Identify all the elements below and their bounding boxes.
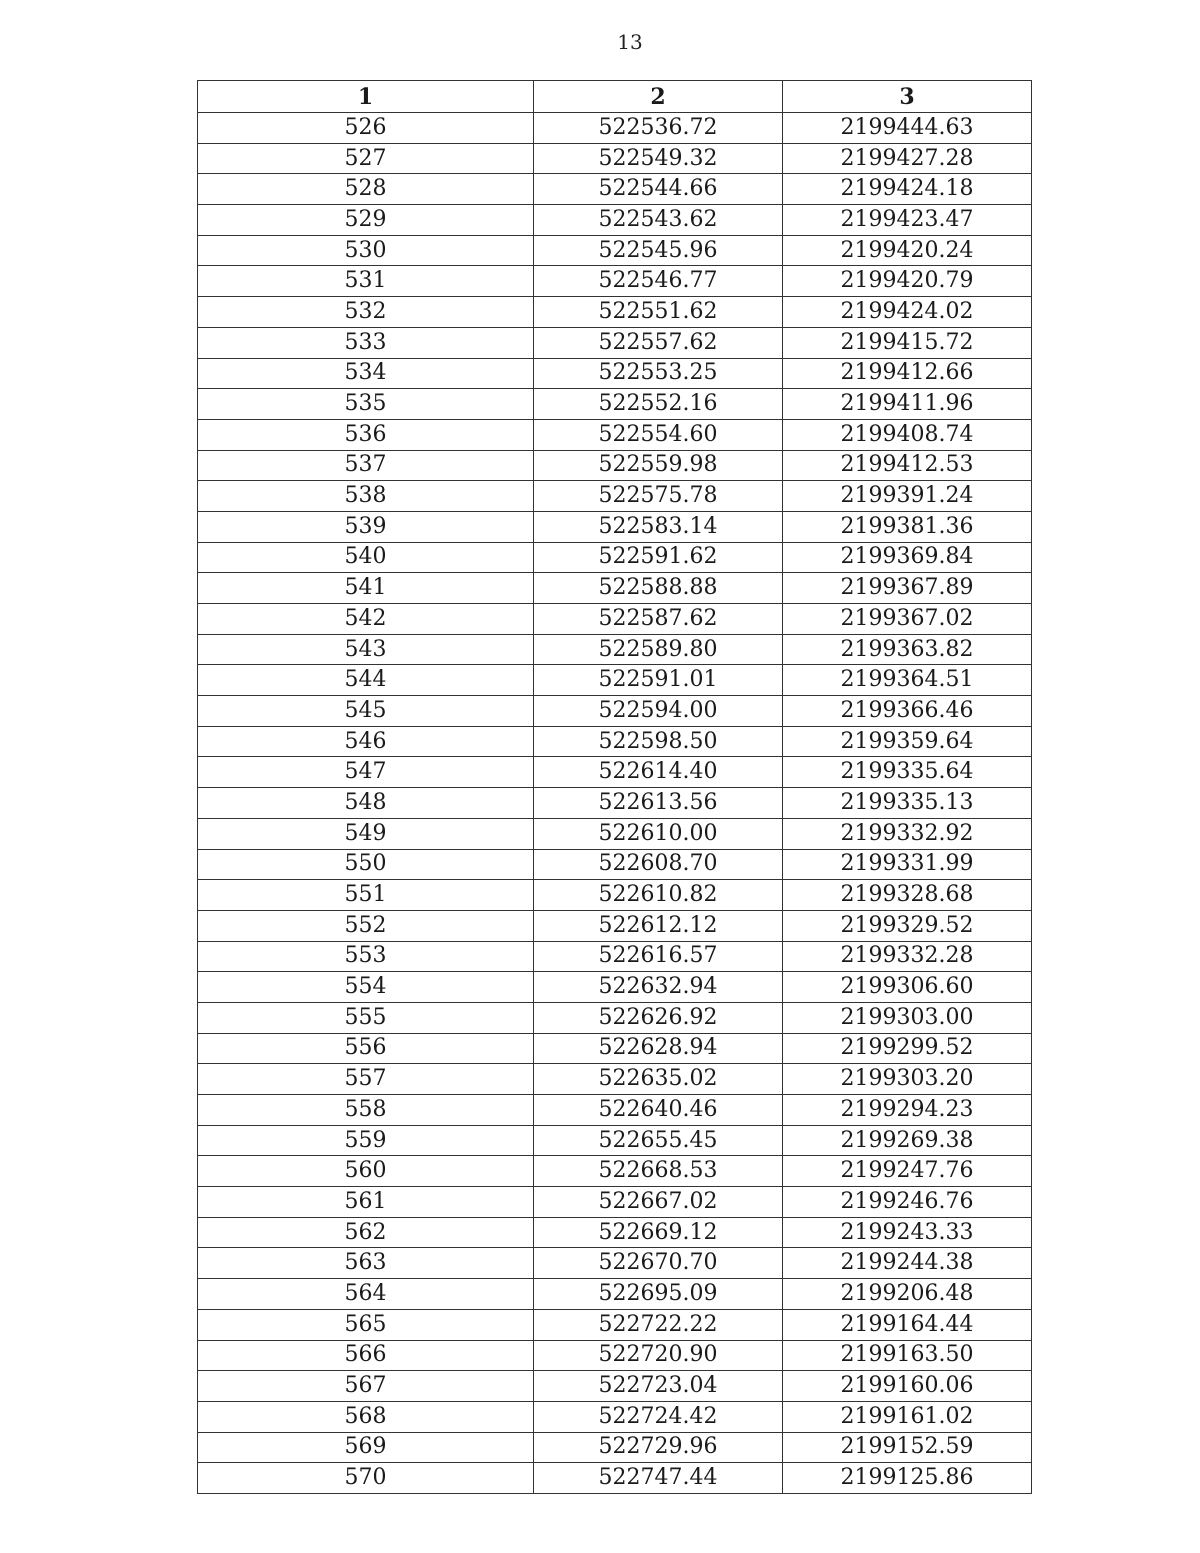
table-cell-col-3: 2199335.64 [783,757,1032,788]
table-cell-col-1: 547 [198,757,534,788]
table-cell-col-1: 530 [198,235,534,266]
table-row [198,113,1032,144]
table-cell-col-1: 557 [198,1064,534,1095]
table-cell-col-2: 522613.56 [534,788,783,819]
table-cell-col-1: 529 [198,205,534,236]
table-cell-col-3: 2199412.66 [783,358,1032,389]
table-cell-col-3: 2199306.60 [783,972,1032,1003]
table-row [198,297,1032,328]
table-row [198,573,1032,604]
table-row [198,1248,1032,1279]
table-cell-col-3: 2199332.28 [783,941,1032,972]
table-cell-col-1: 532 [198,297,534,328]
table-cell-col-2: 522720.90 [534,1340,783,1371]
table-row [198,358,1032,389]
table-row [198,604,1032,635]
table-cell-col-2: 522594.00 [534,696,783,727]
table-row [198,972,1032,1003]
table-cell-col-3: 2199206.48 [783,1279,1032,1310]
table-cell-col-2: 522557.62 [534,327,783,358]
table-row [198,1371,1032,1402]
table-cell-col-2: 522583.14 [534,511,783,542]
table-cell-col-2: 522559.98 [534,450,783,481]
table-cell-col-2: 522640.46 [534,1095,783,1126]
table-row [198,1340,1032,1371]
table-cell-col-3: 2199247.76 [783,1156,1032,1187]
coordinates-table [197,80,1032,1494]
table-cell-col-3: 2199411.96 [783,389,1032,420]
table-cell-col-3: 2199152.59 [783,1432,1032,1463]
table-cell-col-3: 2199420.24 [783,235,1032,266]
table-cell-col-1: 565 [198,1309,534,1340]
table-row [198,1095,1032,1126]
table-cell-col-3: 2199335.13 [783,788,1032,819]
table-cell-col-3: 2199331.99 [783,849,1032,880]
table-cell-col-1: 541 [198,573,534,604]
column-header-2: 2 [534,81,783,113]
table-cell-col-1: 531 [198,266,534,297]
table-cell-col-2: 522591.62 [534,542,783,573]
table-cell-col-2: 522667.02 [534,1187,783,1218]
table-cell-col-2: 522723.04 [534,1371,783,1402]
table-cell-col-1: 527 [198,143,534,174]
table-cell-col-2: 522632.94 [534,972,783,1003]
table-cell-col-3: 2199244.38 [783,1248,1032,1279]
table-cell-col-1: 550 [198,849,534,880]
table-cell-col-3: 2199367.89 [783,573,1032,604]
table-cell-col-3: 2199163.50 [783,1340,1032,1371]
table-cell-col-1: 543 [198,634,534,665]
table-cell-col-2: 522614.40 [534,757,783,788]
table-cell-col-1: 569 [198,1432,534,1463]
table-row [198,450,1032,481]
table-cell-col-1: 558 [198,1095,534,1126]
table-cell-col-2: 522587.62 [534,604,783,635]
table-row [198,941,1032,972]
table-cell-col-2: 522549.32 [534,143,783,174]
table-cell-col-2: 522554.60 [534,419,783,450]
table-cell-col-3: 2199243.33 [783,1217,1032,1248]
table-cell-col-1: 561 [198,1187,534,1218]
table-cell-col-2: 522536.72 [534,113,783,144]
table-row [198,1432,1032,1463]
table-cell-col-2: 522545.96 [534,235,783,266]
table-cell-col-1: 548 [198,788,534,819]
table-cell-col-1: 539 [198,511,534,542]
table-row [198,143,1032,174]
table-row [198,205,1032,236]
table-cell-col-2: 522591.01 [534,665,783,696]
table-row [198,880,1032,911]
table-cell-col-2: 522668.53 [534,1156,783,1187]
table-cell-col-1: 570 [198,1463,534,1494]
table-cell-col-2: 522553.25 [534,358,783,389]
table-cell-col-2: 522626.92 [534,1002,783,1033]
table-cell-col-1: 567 [198,1371,534,1402]
table-row [198,1187,1032,1218]
table-row [198,327,1032,358]
table-cell-col-1: 542 [198,604,534,635]
table-cell-col-3: 2199408.74 [783,419,1032,450]
table-cell-col-1: 563 [198,1248,534,1279]
table-cell-col-3: 2199415.72 [783,327,1032,358]
table-cell-col-2: 522610.00 [534,818,783,849]
table-cell-col-3: 2199246.76 [783,1187,1032,1218]
table-cell-col-1: 562 [198,1217,534,1248]
table-row [198,757,1032,788]
table-cell-col-1: 540 [198,542,534,573]
table-row [198,419,1032,450]
table-cell-col-1: 552 [198,910,534,941]
table-cell-col-2: 522729.96 [534,1432,783,1463]
table-cell-col-2: 522616.57 [534,941,783,972]
table-cell-col-2: 522747.44 [534,1463,783,1494]
table-cell-col-3: 2199427.28 [783,143,1032,174]
table-cell-col-3: 2199164.44 [783,1309,1032,1340]
table-cell-col-2: 522608.70 [534,849,783,880]
table-cell-col-1: 537 [198,450,534,481]
table-cell-col-2: 522544.66 [534,174,783,205]
table-row [198,235,1032,266]
table-cell-col-3: 2199303.00 [783,1002,1032,1033]
table-cell-col-1: 533 [198,327,534,358]
table-cell-col-3: 2199366.46 [783,696,1032,727]
table-body [198,113,1032,1494]
column-header-1: 1 [198,81,534,113]
table-cell-col-1: 551 [198,880,534,911]
table-cell-col-3: 2199381.36 [783,511,1032,542]
table-cell-col-1: 554 [198,972,534,1003]
table-cell-col-1: 544 [198,665,534,696]
table-header [198,81,1032,113]
table-cell-col-2: 522670.70 [534,1248,783,1279]
table-cell-col-3: 2199269.38 [783,1125,1032,1156]
table-cell-col-1: 555 [198,1002,534,1033]
table-cell-col-2: 522610.82 [534,880,783,911]
table-cell-col-1: 560 [198,1156,534,1187]
table-row [198,1156,1032,1187]
table-row [198,696,1032,727]
table-cell-col-3: 2199364.51 [783,665,1032,696]
table-cell-col-3: 2199161.02 [783,1401,1032,1432]
table-cell-col-1: 528 [198,174,534,205]
table-cell-col-3: 2199412.53 [783,450,1032,481]
table-cell-col-1: 526 [198,113,534,144]
table-cell-col-3: 2199423.47 [783,205,1032,236]
table-cell-col-3: 2199424.02 [783,297,1032,328]
table-row [198,481,1032,512]
table-cell-col-2: 522552.16 [534,389,783,420]
table-cell-col-1: 566 [198,1340,534,1371]
table-cell-col-3: 2199367.02 [783,604,1032,635]
table-cell-col-3: 2199363.82 [783,634,1032,665]
table-row [198,1279,1032,1310]
table-row [198,849,1032,880]
page-number: 13 [617,30,643,54]
table-cell-col-2: 522635.02 [534,1064,783,1095]
table-cell-col-1: 553 [198,941,534,972]
table-row [198,1125,1032,1156]
table-row [198,174,1032,205]
table-cell-col-2: 522669.12 [534,1217,783,1248]
table-cell-col-2: 522628.94 [534,1033,783,1064]
table-row [198,542,1032,573]
table-row [198,665,1032,696]
table-cell-col-1: 568 [198,1401,534,1432]
table-cell-col-3: 2199160.06 [783,1371,1032,1402]
table-row [198,1463,1032,1494]
table-cell-col-3: 2199299.52 [783,1033,1032,1064]
table-cell-col-3: 2199359.64 [783,726,1032,757]
table-row [198,788,1032,819]
table-cell-col-1: 536 [198,419,534,450]
table-cell-col-3: 2199328.68 [783,880,1032,911]
table-cell-col-3: 2199294.23 [783,1095,1032,1126]
table-row [198,511,1032,542]
table-cell-col-3: 2199332.92 [783,818,1032,849]
table-cell-col-2: 522655.45 [534,1125,783,1156]
table-cell-col-2: 522724.42 [534,1401,783,1432]
table-cell-col-3: 2199329.52 [783,910,1032,941]
table-cell-col-3: 2199125.86 [783,1463,1032,1494]
table-row [198,1401,1032,1432]
table-cell-col-1: 559 [198,1125,534,1156]
table-cell-col-2: 522588.88 [534,573,783,604]
table-cell-col-1: 546 [198,726,534,757]
table-cell-col-2: 522589.80 [534,634,783,665]
table-row [198,634,1032,665]
table-row [198,266,1032,297]
table-cell-col-2: 522598.50 [534,726,783,757]
table-cell-col-3: 2199444.63 [783,113,1032,144]
table-cell-col-2: 522722.22 [534,1309,783,1340]
table-cell-col-3: 2199391.24 [783,481,1032,512]
table-cell-col-2: 522543.62 [534,205,783,236]
table-row [198,1002,1032,1033]
table-cell-col-1: 535 [198,389,534,420]
table-row [198,1064,1032,1095]
table-cell-col-1: 556 [198,1033,534,1064]
table-cell-col-2: 522695.09 [534,1279,783,1310]
table-cell-col-3: 2199303.20 [783,1064,1032,1095]
table-row [198,1309,1032,1340]
table-row [198,818,1032,849]
table-cell-col-2: 522551.62 [534,297,783,328]
table-row [198,1033,1032,1064]
table-row [198,389,1032,420]
table-row [198,910,1032,941]
table-cell-col-1: 549 [198,818,534,849]
table-row [198,1217,1032,1248]
table-cell-col-2: 522575.78 [534,481,783,512]
table-cell-col-2: 522546.77 [534,266,783,297]
header-row [198,81,1032,113]
table-cell-col-1: 534 [198,358,534,389]
table-cell-col-3: 2199424.18 [783,174,1032,205]
table-cell-col-3: 2199369.84 [783,542,1032,573]
table-cell-col-1: 564 [198,1279,534,1310]
table-cell-col-1: 538 [198,481,534,512]
table-cell-col-3: 2199420.79 [783,266,1032,297]
table-cell-col-1: 545 [198,696,534,727]
table-cell-col-2: 522612.12 [534,910,783,941]
column-header-3: 3 [783,81,1032,113]
table-row [198,726,1032,757]
